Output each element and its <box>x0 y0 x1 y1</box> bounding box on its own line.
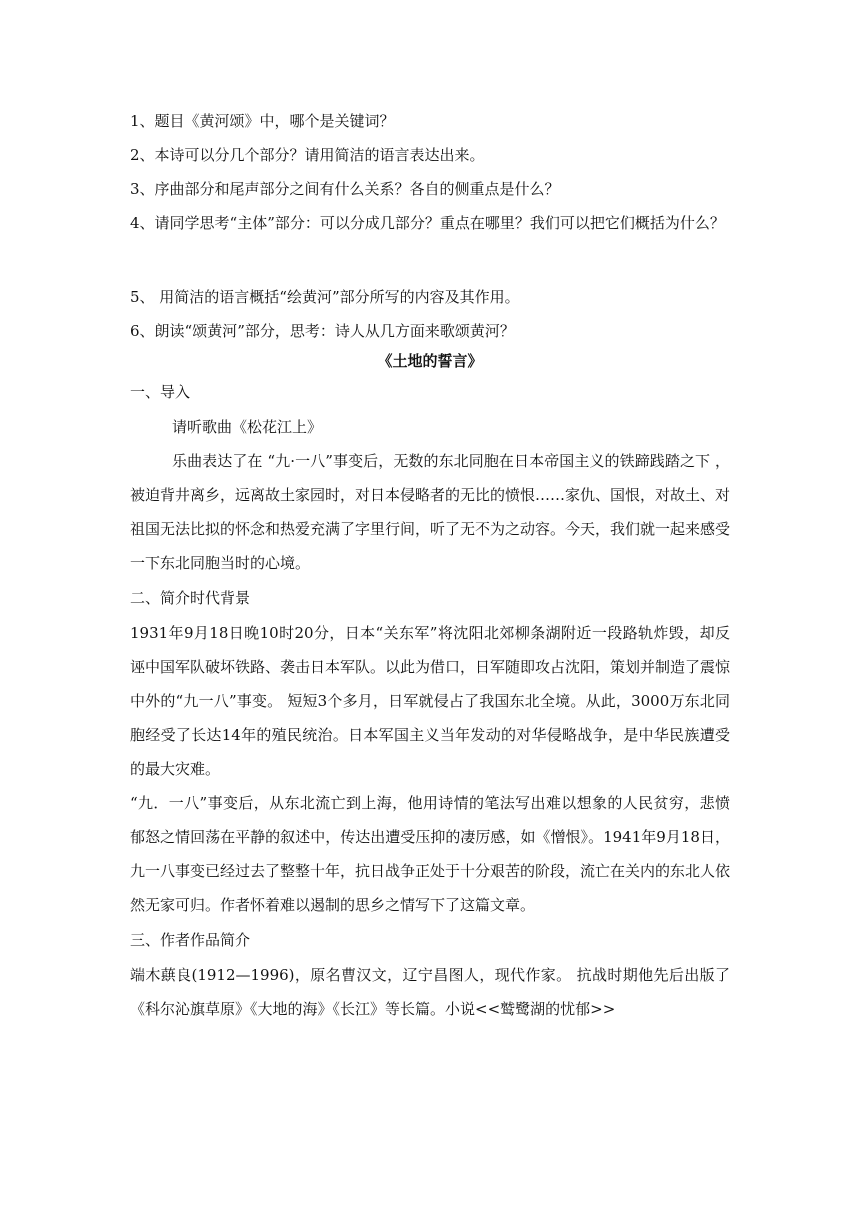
author-paragraph: 端木蕻良(1912—1996)，原名曹汉文，辽宁昌图人，现代作家。 抗战时期他先后出版了《科尔沁旗草原》《大地的海》《长江》等长篇。小说<<鹫鹭湖的忧郁>> <box>130 966 730 1018</box>
blank-space <box>130 240 730 280</box>
question-3: 3、序曲部分和尾声部分之间有什么关系？各自的侧重点是什么？ <box>130 180 560 198</box>
intro-paragraph: 乐曲表达了在 “九·一八”事变后，无数的东北同胞在日本帝国主义的铁蹄践踏之下 ，被迫背井离乡，远离故土家园时，对日本侵略者的无比的愤恨……家仇、国恨，对故土、对祖国无法比拟的怀念和热爱充满了字里行间，听了无不为之动容。今天，我们就一起来感受一下东北同胞当时的心境。 <box>130 452 731 572</box>
question-6: 6、朗读“颂黄河”部分，思考：诗人从几方面来歌颂黄河？ <box>130 322 515 340</box>
song-line: 请听歌曲《松花江上》 <box>172 418 323 436</box>
question-5: 5、 用简洁的语言概括“绘黄河”部分所写的内容及其作用。 <box>130 288 520 306</box>
question-2: 2、本诗可以分几个部分？请用简洁的语言表达出来。 <box>130 146 485 164</box>
document-body <box>130 104 730 1026</box>
question-1: 1、题目《黄河颂》中，哪个是关键词？ <box>130 112 395 130</box>
question-4: 4、请同学思考“主体”部分：可以分成几部分？重点在哪里？我们可以把它们概括为什么？ <box>130 214 725 232</box>
lesson-title: 《土地的誓言》 <box>377 352 483 370</box>
section-heading-intro: 一、导入 <box>130 383 191 401</box>
section-heading-background: 二、简介时代背景 <box>130 589 251 607</box>
background-paragraph-2: “九．一八”事变后，从东北流亡到上海，他用诗情的笔法写出难以想象的人民贫穷，悲愤郁怒之情回荡在平静的叙述中，传达出遭受压抑的凄厉感，如《憎恨》。1941年9月18日，九一八事变已经过去了整整十年，抗日战争正处于十分艰苦的阶段，流亡在关内的东北人依然无家可归。作者怀着难以遏制的思乡之情写下了这篇文章。 <box>130 794 731 914</box>
background-paragraph-1: 1931年9月18日晚10时20分，日本“关东军”将沈阳北郊柳条湖附近一段路轨炸毁，却反诬中国军队破坏铁路、袭击日本军队。以此为借口，日军随即攻占沈阳，策划并制造了震惊中外的“九一八”事变。 短短3个多月，日军就侵占了我国东北全境。从此，3000万东北同胞经受了长达14年的殖民统治。日本军国主义当年发动的对华侵略战争，是中华民族遭受的最大灾难。 <box>130 624 731 778</box>
section-heading-author: 三、作者作品简介 <box>130 931 251 949</box>
